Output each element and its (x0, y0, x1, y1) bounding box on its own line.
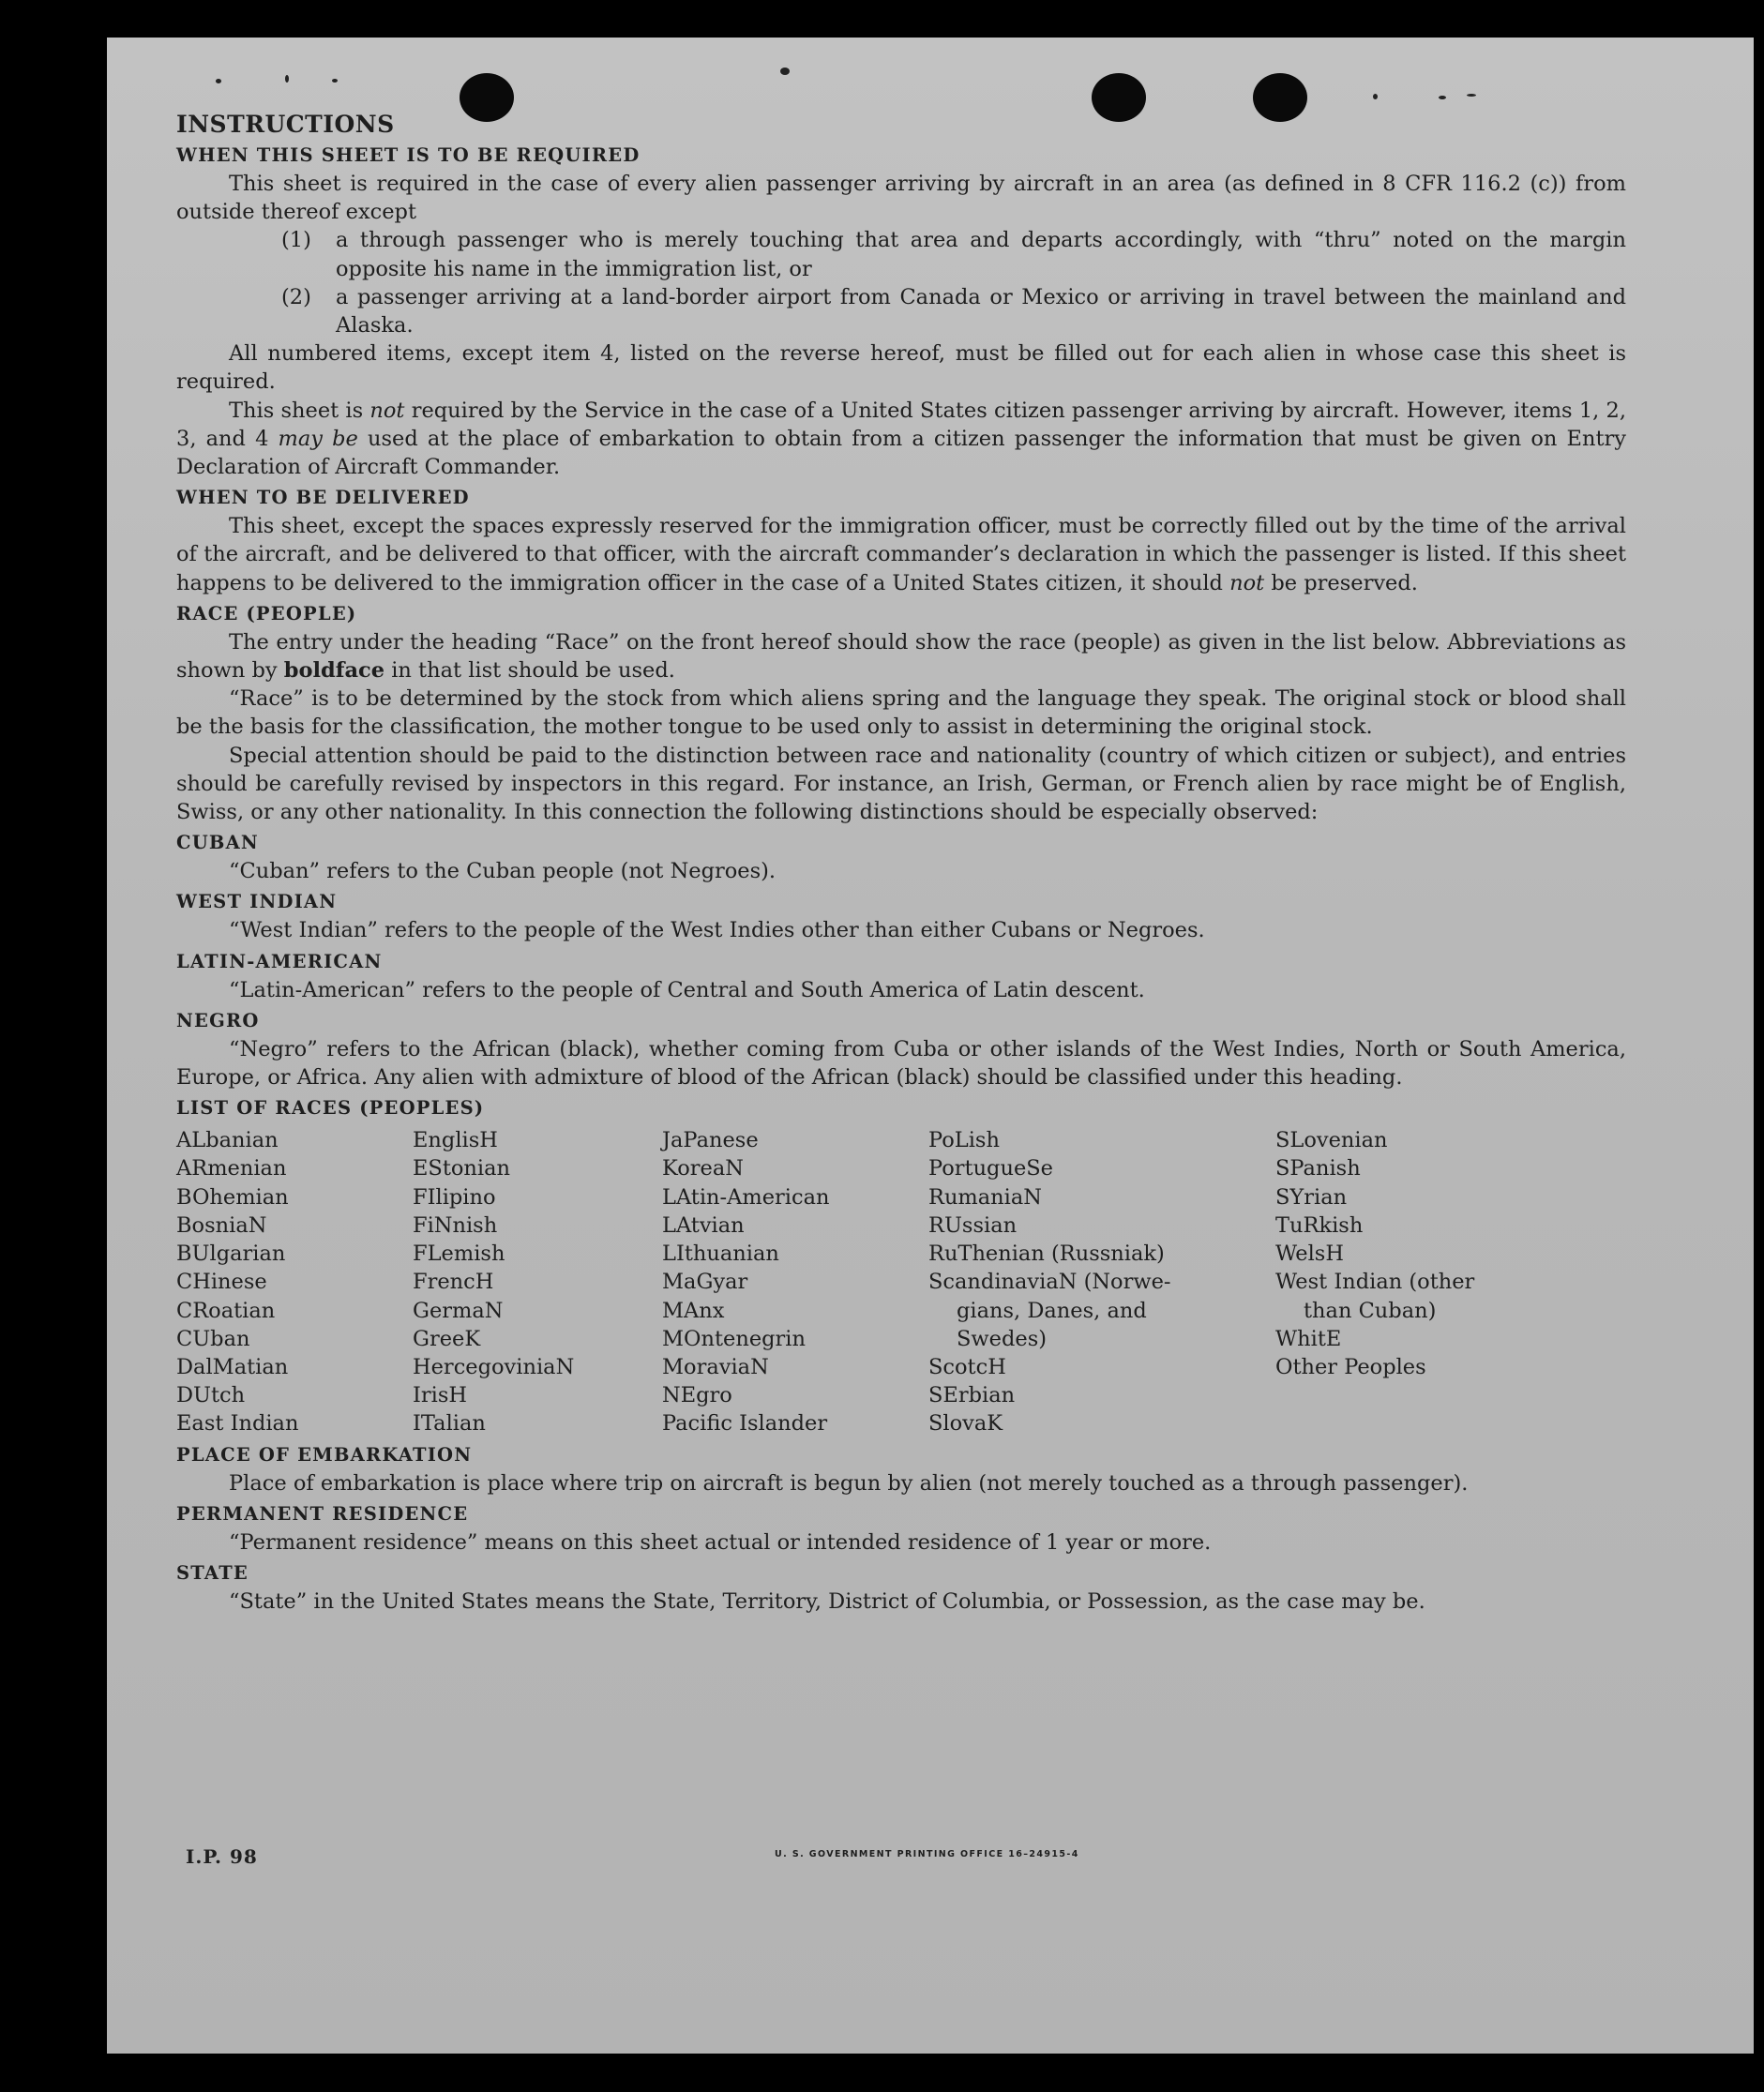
race-entry: SPanish (1275, 1156, 1361, 1181)
race-entry: RuThenian (Russniak) (928, 1242, 1165, 1267)
heading-list-of-races: LIST OF RACES (PEOPLES) (176, 1097, 485, 1120)
race-entry: FLemish (413, 1242, 505, 1267)
document-page (107, 38, 1754, 2054)
heading-when-delivered: WHEN TO BE DELIVERED (176, 487, 470, 509)
race-entry: SLovenian (1275, 1128, 1388, 1153)
race-entry: TuRkish (1275, 1212, 1364, 1238)
race-entry: WelsH (1275, 1242, 1344, 1267)
definition: “State” in the United States means the State, Territory, District of Columbia, or Possession, as the case may be. (229, 1588, 1425, 1614)
race-entry: NEgro (662, 1383, 732, 1408)
race-entry: HercegoviniaN (413, 1354, 575, 1379)
race-entry: MAnx (662, 1298, 725, 1323)
page-footer (186, 1845, 1574, 1874)
item-number: (2) (281, 284, 311, 309)
speck (216, 79, 221, 83)
race-entry: RumaniaN (928, 1184, 1042, 1210)
text-run: used at the place of embarkation to obtain from a citizen passenger the information that must be given on Entry Declaration of Aircraft Commander. (176, 426, 1626, 480)
item-text: a passenger arriving at a land-border airport from Canada or Mexico or arriving in travel between the mainland and Alaska. (336, 284, 1626, 339)
instructions-body (176, 111, 1626, 1616)
speck (1467, 94, 1476, 97)
bold-text: boldface (283, 658, 385, 684)
heading-latin-american: LATIN-AMERICAN (176, 950, 383, 972)
text-run: This sheet, except the spaces expressly reserved for the immigration officer, must be correctly filled out by the time of the arrival of the aircraft, and be delivered to that officer, with the aircraft commander’s declaration in which the passenger is listed. If this sheet happens to be delivered to the immigration officer in the case of a United States citizen, it should (176, 514, 1626, 595)
race-entry: West Indian (other (1275, 1270, 1475, 1295)
speck (332, 79, 338, 83)
paragraph (176, 512, 1626, 597)
race-entry: ARmenian (176, 1156, 287, 1181)
race-entry: KoreaN (662, 1156, 744, 1181)
race-entry: RUssian (928, 1212, 1018, 1238)
definition: Place of embarkation is place where trip on aircraft is begun by alien (not merely touched as a through passenger). (229, 1470, 1469, 1496)
emphasis: not (1229, 570, 1265, 595)
race-entry: IrisH (413, 1383, 468, 1408)
item-text: a through passenger who is merely touching that area and departs accordingly, with “thru” noted on the margin opposite his name in the immigration list, or (336, 228, 1626, 281)
race-entry: ScandinaviaN (Norwe- (928, 1270, 1171, 1295)
paragraph: “Race” is to be determined by the stock from which aliens spring and the language they speak. The original stock or blood shall be the basis for the classification, the mother tongue to be used only to assist in determining the original stock. (176, 686, 1626, 740)
race-entry: MaGyar (662, 1270, 748, 1295)
heading-state: STATE (176, 1561, 249, 1584)
exception-item (281, 226, 1626, 282)
speck (285, 75, 289, 83)
definition: “West Indian” refers to the people of the West Indies other than either Cubans or Negroes. (229, 918, 1205, 943)
race-entry: PortugueSe (928, 1156, 1054, 1181)
race-entry: FiNnish (413, 1212, 498, 1238)
race-entry: SErbian (928, 1383, 1016, 1408)
race-entry: PoLish (928, 1128, 1000, 1153)
race-entry: LAtin-American (662, 1184, 830, 1210)
race-entry: EnglisH (413, 1128, 498, 1153)
race-entry: GermaN (413, 1298, 504, 1323)
race-entry: CUban (176, 1326, 250, 1351)
heading-embarkation: PLACE OF EMBARKATION (176, 1443, 473, 1466)
race-entry: CHinese (176, 1270, 267, 1295)
heading-negro: NEGRO (176, 1009, 260, 1031)
text-run: required by the Service in the case of a United States citizen passenger arriving by aircraft. However, items 1, 2, 3, and 4 (176, 398, 1626, 451)
race-entry: CRoatian (176, 1298, 276, 1323)
race-entry: BOhemian (176, 1184, 289, 1210)
definition: “Negro” refers to the African (black), whether coming from Cuba or other islands of the West Indies, North or South America, Europe, or Africa. Any alien with admixture of blood of the African (black) should be classified under this heading. (176, 1036, 1626, 1091)
text-run: This sheet is (229, 398, 370, 423)
race-entry-continued: than Cuban) (1304, 1298, 1437, 1323)
race-entry: GreeK (413, 1326, 481, 1351)
race-entry: ScotcH (928, 1354, 1006, 1379)
race-column (928, 1126, 1275, 1437)
race-entry-continued: gians, Danes, and (957, 1298, 1147, 1323)
race-entry: BosniaN (176, 1212, 267, 1238)
paragraph: All numbered items, except item 4, listed on the reverse hereof, must be filled out for each alien in whose case this sheet is required. (176, 341, 1626, 395)
race-entry: SlovaK (928, 1411, 1003, 1437)
race-entry: DUtch (176, 1383, 246, 1408)
race-column (176, 1126, 413, 1437)
race-entry: LIthuanian (662, 1242, 779, 1267)
race-entry: MOntenegrin (662, 1326, 806, 1351)
race-entry: BUlgarian (176, 1242, 286, 1267)
printer-imprint: U. S. GOVERNMENT PRINTING OFFICE 16–24915-4 (775, 1849, 1079, 1859)
instructions-title: INSTRUCTIONS (176, 111, 395, 138)
race-entry: ALbanian (176, 1128, 279, 1153)
race-entry: JaPanese (662, 1128, 759, 1153)
race-entry: SYrian (1275, 1184, 1348, 1210)
race-entry: Pacific Islander (662, 1411, 828, 1437)
emphasis: may be (278, 426, 358, 451)
form-number: I.P. 98 (186, 1845, 258, 1868)
paragraph: This sheet is required in the case of every alien passenger arriving by aircraft in an area (as defined in 8 CFR 116.2 (c)) from outside thereof except (176, 172, 1626, 225)
heading-permanent-residence: PERMANENT RESIDENCE (176, 1502, 469, 1525)
race-column (1275, 1126, 1538, 1437)
paragraph: Special attention should be paid to the distinction between race and nationality (country of which citizen or subject), and entries should be carefully revised by inspectors in this regard. For instance, an Irish, German, or French alien by race might be of English, Swiss, or any other nationality. In this connection the following distinctions should be especially observed: (176, 743, 1626, 825)
text-run: The entry under the heading “Race” on the front hereof should show the race (people) as given in the list below. Abbreviations as shown by (176, 629, 1626, 684)
heading-race: RACE (PEOPLE) (176, 602, 357, 625)
definition: “Latin-American” refers to the people of Central and South America of Latin descent. (229, 977, 1145, 1002)
exception-item (281, 283, 1626, 339)
text-run: be preserved. (1264, 570, 1418, 595)
race-entry-continued: Swedes) (957, 1326, 1048, 1351)
race-entry: FIlipino (413, 1184, 496, 1210)
heading-cuban: CUBAN (176, 832, 259, 854)
race-entry: EStonian (413, 1156, 511, 1181)
speck (1439, 96, 1446, 99)
race-column (662, 1126, 928, 1437)
definition: “Cuban” refers to the Cuban people (not Negroes). (229, 859, 776, 884)
text-run: in that list should be used. (384, 658, 675, 684)
race-list (176, 1126, 1626, 1437)
race-entry: MoraviaN (662, 1354, 769, 1379)
emphasis: not (369, 398, 405, 423)
race-entry: WhitE (1275, 1326, 1342, 1351)
race-entry: FrencH (413, 1270, 494, 1295)
item-number: (1) (281, 228, 311, 253)
definition: “Permanent residence” means on this sheet actual or intended residence of 1 year or more. (229, 1529, 1212, 1555)
race-entry: Other Peoples (1275, 1354, 1426, 1379)
race-entry: ITalian (413, 1411, 486, 1437)
paragraph (176, 397, 1626, 482)
heading-west-indian: WEST INDIAN (176, 891, 338, 913)
race-entry: DalMatian (176, 1354, 289, 1379)
race-entry: East Indian (176, 1411, 299, 1437)
paragraph (176, 628, 1626, 685)
race-column (413, 1126, 662, 1437)
speck (780, 68, 790, 75)
speck (1373, 94, 1378, 99)
race-entry: LAtvian (662, 1212, 745, 1238)
heading-when-required: WHEN THIS SHEET IS TO BE REQUIRED (176, 144, 641, 166)
